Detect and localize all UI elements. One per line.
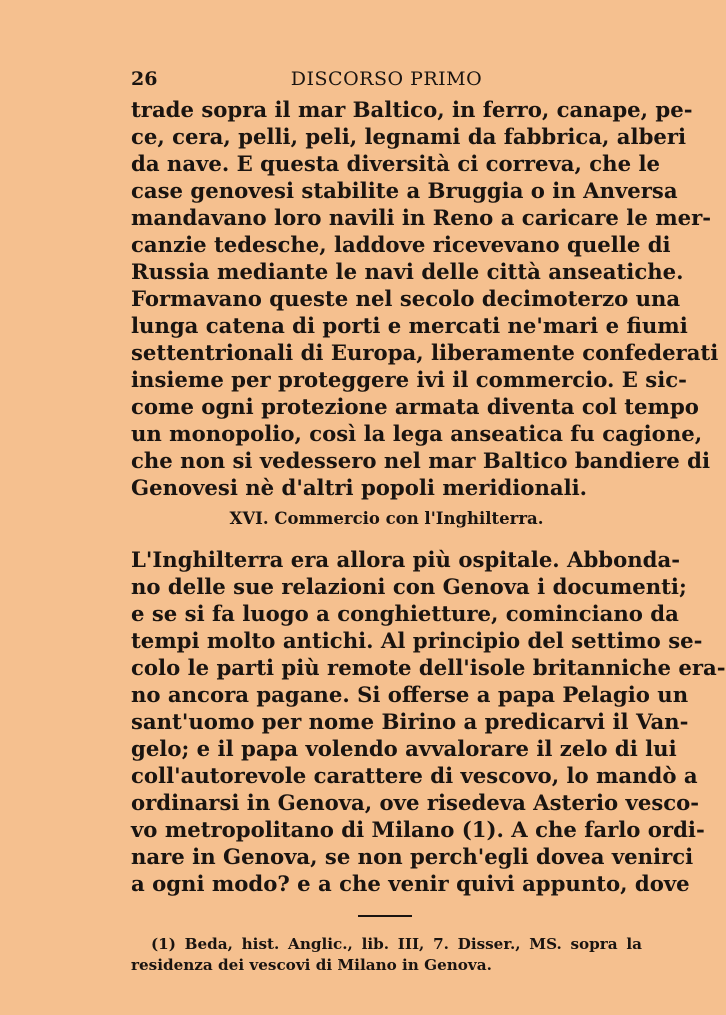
text-line: L'Inghilterra era allora più ospitale. Abbonda- bbox=[131, 547, 680, 572]
text-line: insieme per proteggere ivi il commercio. E sic- bbox=[131, 367, 687, 392]
text-line: coll'autorevole carattere di vescovo, lo mandò a bbox=[131, 763, 698, 788]
paragraph-2 bbox=[131, 546, 726, 897]
footnote bbox=[131, 934, 642, 976]
text-line: Genovesi nè d'altri popoli meridionali. bbox=[131, 475, 588, 500]
section-heading: XVI. Commercio con l'Inghilterra. bbox=[229, 509, 544, 528]
footnote-separator bbox=[358, 915, 412, 917]
text-line: case genovesi stabilite a Bruggia o in Anversa bbox=[131, 178, 678, 203]
text-line: Formavano queste nel secolo decimoterzo una bbox=[131, 286, 681, 311]
text-line: no ancora pagane. Si offerse a papa Pelagio un bbox=[131, 682, 689, 707]
footnote-line: (1) Beda, hist. Anglic., lib. III, 7. Disser., MS. sopra la bbox=[151, 935, 642, 953]
text-line: colo le parti più remote dell'isole britanniche era- bbox=[131, 655, 726, 680]
footnote-line: residenza dei vescovi di Milano in Genova. bbox=[131, 956, 492, 974]
text-line: gelo; e il papa volendo avvalorare il zelo di lui bbox=[131, 736, 677, 761]
text-line: un monopolio, così la lega anseatica fu cagione, bbox=[131, 421, 703, 446]
text-line: settentrionali di Europa, liberamente confederati bbox=[131, 340, 719, 365]
text-line: ce, cera, pelli, peli, legnami da fabbrica, alberi bbox=[131, 124, 687, 149]
page-number: 26 bbox=[131, 68, 158, 90]
text-line: sant'uomo per nome Birino a predicarvi il Van- bbox=[131, 709, 689, 734]
text-line: mandavano loro navili in Reno a caricare le mer- bbox=[131, 205, 712, 230]
text-line: ordinarsi in Genova, ove risedeva Asterio vesco- bbox=[131, 790, 700, 815]
text-line: lunga catena di porti e mercati ne'mari e fiumi bbox=[131, 313, 688, 338]
paragraph-1 bbox=[131, 96, 719, 501]
text-line: trade sopra il mar Baltico, in ferro, canape, pe- bbox=[131, 97, 693, 122]
text-line: tempi molto antichi. Al principio del settimo se- bbox=[131, 628, 703, 653]
page-header bbox=[131, 68, 642, 94]
text-line: nare in Genova, se non perch'egli dovea venirci bbox=[131, 844, 694, 869]
text-line: come ogni protezione armata diventa col tempo bbox=[131, 394, 699, 419]
text-line: da nave. E questa diversità ci correva, che le bbox=[131, 151, 660, 176]
text-line: no delle sue relazioni con Genova i documenti; bbox=[131, 574, 687, 599]
running-title: DISCORSO PRIMO bbox=[290, 68, 483, 90]
text-line: canzie tedesche, laddove ricevevano quelle di bbox=[131, 232, 671, 257]
text-line: a ogni modo? e a che venir quivi appunto, dove bbox=[131, 871, 690, 896]
text-line: e se si fa luogo a conghietture, cominciano da bbox=[131, 601, 679, 626]
text-line: Russia mediante le navi delle città anseatiche. bbox=[131, 259, 684, 284]
text-line: vo metropolitano di Milano (1). A che farlo ordi- bbox=[131, 817, 705, 842]
text-line: che non si vedessero nel mar Baltico bandiere di bbox=[131, 448, 711, 473]
